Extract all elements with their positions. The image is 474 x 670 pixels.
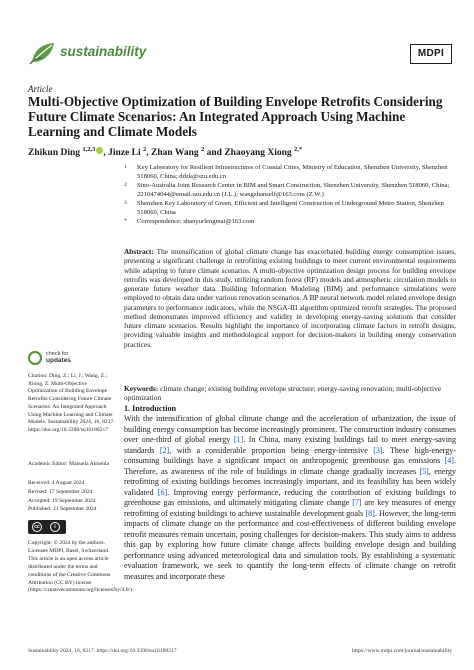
affiliations (124, 164, 454, 228)
keywords (124, 384, 456, 403)
author-list: Zhikun Ding $^{1,2,3}$ , Jinze Li $^2$, Zhan Wang $^2$ and Zhaoyang Xiong $^{2,*}$ (28, 146, 303, 159)
affiliation-item: 3 Shenzhen Key Laboratory of Green, Efficient and Intelligent Construction of Underground Metro Station, Shenzhen 518060, China (124, 200, 444, 216)
author-affiliation-mark: 2 (143, 146, 147, 153)
published-date: Published: 21 September 2024 (28, 506, 97, 513)
author-name: Zhan Wang (151, 148, 199, 159)
author-name: Zhaoyang Xiong (224, 148, 292, 159)
section-heading: 1. Introduction (124, 404, 177, 413)
journal-url-link[interactable]: https://www.mdpi.com/journal/sustainability (351, 648, 452, 654)
citation-link[interactable]: [4] (444, 456, 454, 465)
citation-link[interactable]: [6] (157, 487, 168, 497)
received-date: Received: 4 August 2024 (28, 480, 85, 486)
citation-link[interactable]: [8] (365, 508, 375, 518)
revised-date: Revised: 17 September 2024 (28, 488, 93, 495)
copyright-notice: Copyright: © 2024 by the authors. Licensee MDPI, Basel, Switzerland. This article is an open access article distributed under the terms and conditions of the Creative Commons Attribution (CC BY) license (https://creativecommons.org/licenses/by/4.0/). (28, 540, 134, 594)
affiliation-item: 1 Key Laboratory for Resilient Infrastructures of Coastal Cities, Ministry of Education, Shenzhen University, Shenzhen 518060, China; ddzk@szu.edu.cn (124, 164, 448, 180)
author-name: Zhikun Ding (28, 148, 81, 159)
article-type: Article (28, 84, 53, 94)
citation-link[interactable]: [3] (373, 445, 383, 455)
paper-title: Multi-Objective Optimization of Building Envelope Retrofits Considering Future Climate Scenarios: An Integrated Approach Using Machine Learning and Climate Models (28, 94, 443, 140)
author-affiliation-mark: 2,* (294, 146, 303, 153)
author-name: Jinze Li (108, 148, 141, 159)
publication-dates (28, 479, 118, 514)
check-updates-icon (28, 351, 42, 365)
cc-by-license-icon[interactable]: cc i (28, 520, 66, 534)
leaf-logo-icon (28, 40, 58, 66)
abstract (124, 247, 456, 349)
publisher-logo: MDPI (410, 44, 452, 64)
author-affiliation-mark: 2 (201, 146, 205, 153)
check-for-updates-button[interactable]: check for updates (28, 351, 72, 369)
affiliation-item: 2 Sino-Australia Joint Research Center in BIM and Smart Construction, Shenzhen University, Shenzhen 518060, China; 2210474044@email.szu.edu.cn (J.L.); wangzhanself@163.com (Z.W.) (124, 182, 450, 198)
citation-link[interactable]: [5] (419, 466, 429, 476)
orcid-icon[interactable] (96, 147, 103, 154)
citation-link[interactable]: [1] (233, 435, 244, 444)
journal-name: sustainability (60, 44, 147, 59)
accepted-date: Accepted: 19 September 2024 (28, 497, 96, 504)
keywords-label: Keywords: (124, 384, 159, 393)
citation-link[interactable]: [7] (352, 498, 362, 507)
academic-editor: Academic Editor: Manuela Almeida (28, 461, 109, 467)
keywords-text: climate change; existing building envelope structure; energy-saving renovation; multi-objective optimization (124, 384, 442, 403)
citation-link[interactable]: [2] (159, 445, 170, 455)
introduction-text: With the intensification of global climate change and the acceleration of urbanization, the issue of building energy consumption has become increasingly prominent. The construction industry consumes over one-third of global energy [1]. In China, many existing buildings fail to meet energy-saving standards [2], with a considerable proportion being energy-intensive [3]. These high-energy-consuming buildings have a significant impact on anthropogenic greenhouse gas emissions [4]. Therefore, as awareness of the role of buildings in climate change gradually increases [5], energy retrofitting of existing buildings becomes increasingly important, and its feasibility has been widely validated [6]. Improving energy performance, reducing the contribution of existing buildings to greenhouse gas emissions, and ultimately mitigating climate change [7] are key measures of energy retrofitting of existing buildings to achieve sustainable development goals [8]. However, the long-term impacts of climate change on the performance and cost-effectiveness of different building envelope retrofit measures remain uncertain, posing challenges for decision-makers. This study aims to address this gap by exploring how future climate change affects building envelope design and building performance using advanced meteorological data and simulation tools. By establishing a systematic evaluation framework, we seek to quantify the long-term effects of climate change on retrofit measures and incorporate these (124, 414, 456, 581)
citation: Citation: Ding, Z.; Li, J.; Wang, Z.; Xiong, Z. Multi-Objective Optimization of Building Envelope Retrofits Considering Future Climate Scenarios: An Integrated Approach Using Machine Learning and Climate Models. Sustainability 2024, 16, 8217. https://doi.org/10.3390/su16188217 (28, 373, 115, 433)
correspondence: * Correspondence: shanyurlengmai@163.com (124, 218, 255, 225)
author-affiliation-mark: 1,2,3 (82, 146, 96, 153)
footer-citation: Sustainability 2024, 16, 8217. https://doi.org/10.3390/su16188217 (28, 648, 177, 654)
abstract-label: Abstract: (124, 247, 154, 256)
abstract-text: The intensification of global climate change has exacerbated building energy consumption issues, presenting a significant challenge in retrofitting existing buildings to meet current environmental requirements while adapting to future climate scenarios. A multi-objective optimization design process for building envelope retrofits was developed in this study, utilizing random forest (RF) models and atmospheric circulation models to generate future weather data. Building Information Modeling (BIM) and performance simulations were employed to obtain data under various renovation scenarios. A BP neural network model related envelope design parameters to performance indicators, while the NSGA-III algorithm optimized retrofit strategies. The proposed method demonstrates improved efficiency and validity in developing energy-saving solutions that consider future climate scenarios. Results highlight the importance of incorporating climate factors in retrofit designs, providing valuable insights and methodological support for decision-makers in building energy conservation practices. (124, 247, 456, 349)
